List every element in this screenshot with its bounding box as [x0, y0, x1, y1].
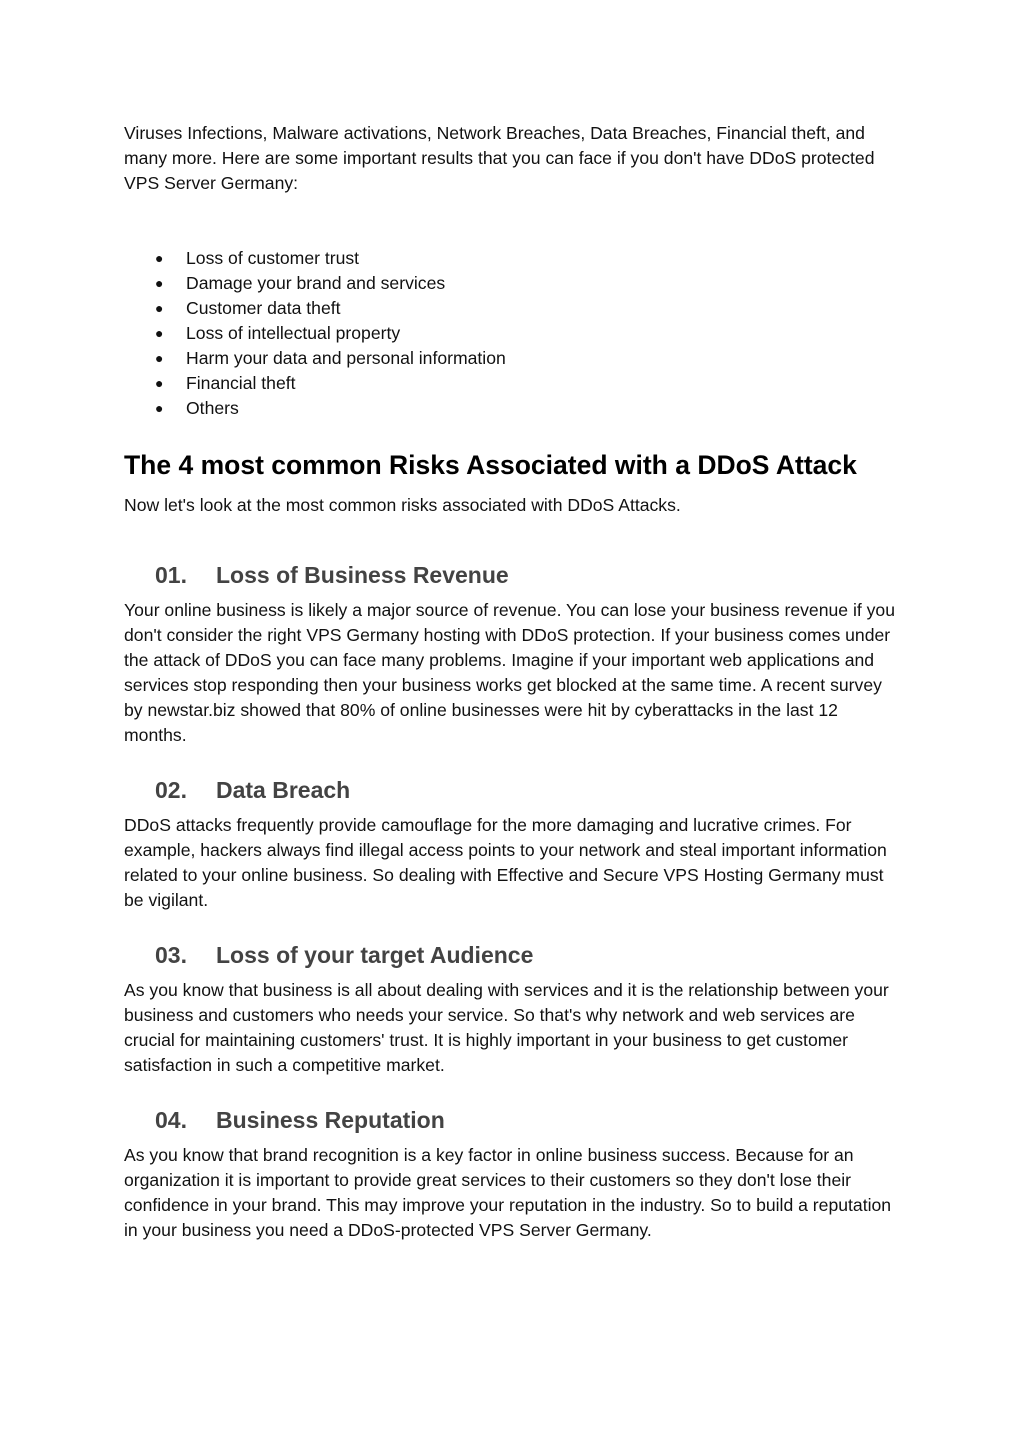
- list-item: [124, 396, 904, 421]
- list-item: [124, 271, 904, 296]
- list-item: [124, 371, 904, 396]
- risk-paragraph: DDoS attacks frequently provide camouflage for the more damaging and lucrative crimes. For example, hackers always find illegal access points to your network and steal important information related to your online business. So dealing with Effective and Secure VPS Hosting Germany must be vigilant.: [124, 815, 887, 910]
- bullet-icon: ●: [155, 350, 164, 366]
- bullet-icon: ●: [155, 400, 164, 416]
- bullet-icon: ●: [155, 325, 164, 341]
- risk-number: 01.: [155, 562, 187, 588]
- risk-heading: [124, 940, 904, 970]
- bullet-icon: ●: [155, 300, 164, 316]
- list-item-text: Loss of customer trust: [186, 248, 360, 268]
- list-item: [124, 346, 904, 371]
- list-item-text: Customer data theft: [186, 298, 341, 318]
- list-item-text: Financial theft: [186, 373, 296, 393]
- risk-paragraph: Your online business is likely a major source of revenue. You can lose your business revenue if you don't consider the right VPS Germany hosting with DDoS protection. If your business comes under the attack of DDoS you can face many problems. Imagine if your important web applications and services stop responding then your business works get blocked at the same time. A recent survey: [124, 600, 895, 695]
- risk-paragraph: As you know that business is all about dealing with services and it is the relationship between your business and customers who needs your service. So that's why network and web services are crucial for maintaining customers' trust. It is highly important in your business to get customer satisfaction in such a competitive market.: [124, 980, 889, 1075]
- risk-title: Loss of your target Audience: [216, 942, 534, 968]
- section-heading: The 4 most common Risks Associated with a DDoS Attack: [124, 450, 857, 480]
- risk-section-data-breach: [124, 775, 904, 913]
- risk-number: 04.: [155, 1107, 187, 1133]
- risk-paragraph: by newstar.biz showed that 80% of online businesses were hit by cyberattacks in the last 12 months.: [124, 700, 838, 745]
- list-item: [124, 321, 904, 346]
- list-item-text: Others: [186, 398, 239, 418]
- list-item: [124, 246, 904, 271]
- risk-title: Data Breach: [216, 777, 351, 803]
- risk-title: Loss of Business Revenue: [216, 562, 509, 588]
- list-item-text: Harm your data and personal information: [186, 348, 506, 368]
- list-item: [124, 296, 904, 321]
- risk-heading: [124, 560, 904, 590]
- list-item-text: Loss of intellectual property: [186, 323, 401, 343]
- list-item-text: Damage your brand and services: [186, 273, 446, 293]
- bullet-icon: ●: [155, 375, 164, 391]
- section-lead: Now let's look at the most common risks associated with DDoS Attacks.: [124, 495, 681, 515]
- risk-title: Business Reputation: [216, 1107, 445, 1133]
- risk-section-audience: [124, 940, 904, 1078]
- intro-paragraph: Viruses Infections, Malware activations, Network Breaches, Data Breaches, Financial theft, and many more. Here are some important results that you can face if you don't have DDoS protected VPS Server Germany:: [124, 123, 875, 193]
- risk-number: 03.: [155, 942, 187, 968]
- bullet-icon: ●: [155, 250, 164, 266]
- risk-number: 02.: [155, 777, 187, 803]
- risk-section-revenue: [124, 560, 904, 748]
- bullet-icon: ●: [155, 275, 164, 291]
- risk-section-reputation: [124, 1105, 904, 1243]
- risk-heading: [124, 775, 904, 805]
- document-page: [124, 121, 904, 1270]
- risk-paragraph: As you know that brand recognition is a key factor in online business success. Because for an organization it is important to provide great services to their customers so they don't lose their confidence in your brand. This may improve your reputation in the industry. So to build a reputation in your business you need a DDoS-protected VPS Server Germany.: [124, 1145, 892, 1240]
- consequences-list: [124, 246, 904, 421]
- risk-heading: [124, 1105, 904, 1135]
